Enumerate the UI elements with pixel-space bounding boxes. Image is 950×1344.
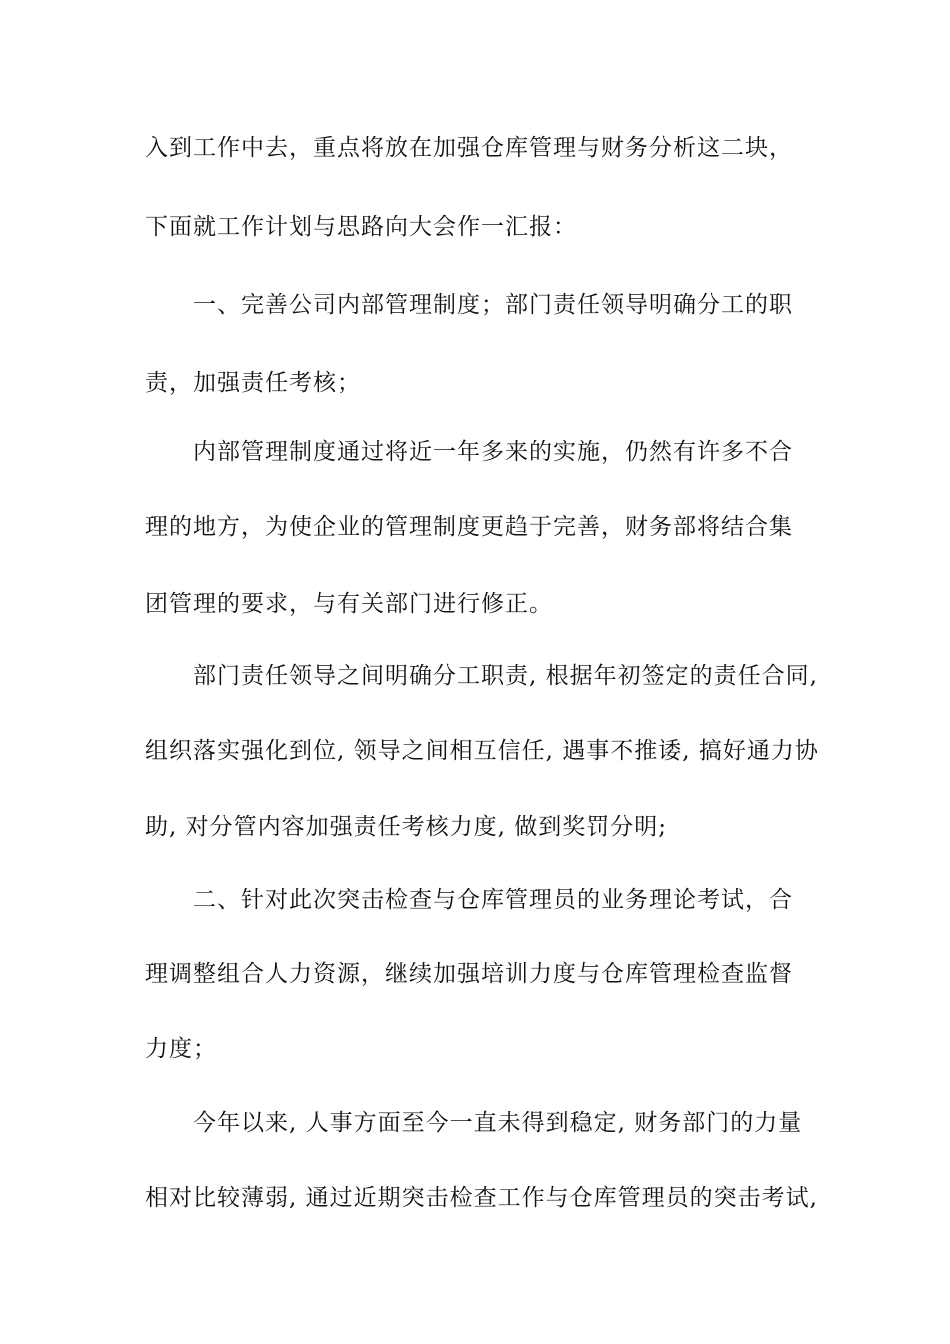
text-line: 理调整组合人力资源，继续加强培训力度与仓库管理检查监督	[145, 961, 793, 987]
text-line: 内部管理制度通过将近一年多来的实施，仍然有许多不合	[193, 439, 793, 465]
text-line: 组织落实强化到位, 领导之间相互信任, 遇事不推诿, 搞好通力协	[145, 738, 819, 764]
text-line: 部门责任领导之间明确分工职责, 根据年初签定的责任合同,	[193, 663, 818, 689]
text-line: 今年以来, 人事方面至今一直未得到稳定, 财务部门的力量	[193, 1110, 803, 1136]
text-line: 力度；	[145, 1036, 217, 1062]
text-line: 入到工作中去，重点将放在加强仓库管理与财务分析这二块，	[145, 135, 793, 161]
text-line: 团管理的要求，与有关部门进行修正。	[145, 591, 553, 617]
text-line: 二、针对此次突击检查与仓库管理员的业务理论考试，合	[193, 887, 793, 913]
text-line: 责，加强责任考核；	[145, 370, 361, 396]
text-line: 助, 对分管内容加强责任考核力度, 做到奖罚分明;	[145, 814, 667, 840]
text-line: 理的地方，为使企业的管理制度更趋于完善，财务部将结合集	[145, 514, 793, 540]
text-line: 一、完善公司内部管理制度；部门责任领导明确分工的职	[193, 292, 793, 318]
text-line: 下面就工作计划与思路向大会作一汇报：	[145, 214, 577, 240]
text-line: 相对比较薄弱, 通过近期突击检查工作与仓库管理员的突击考试,	[145, 1185, 818, 1211]
